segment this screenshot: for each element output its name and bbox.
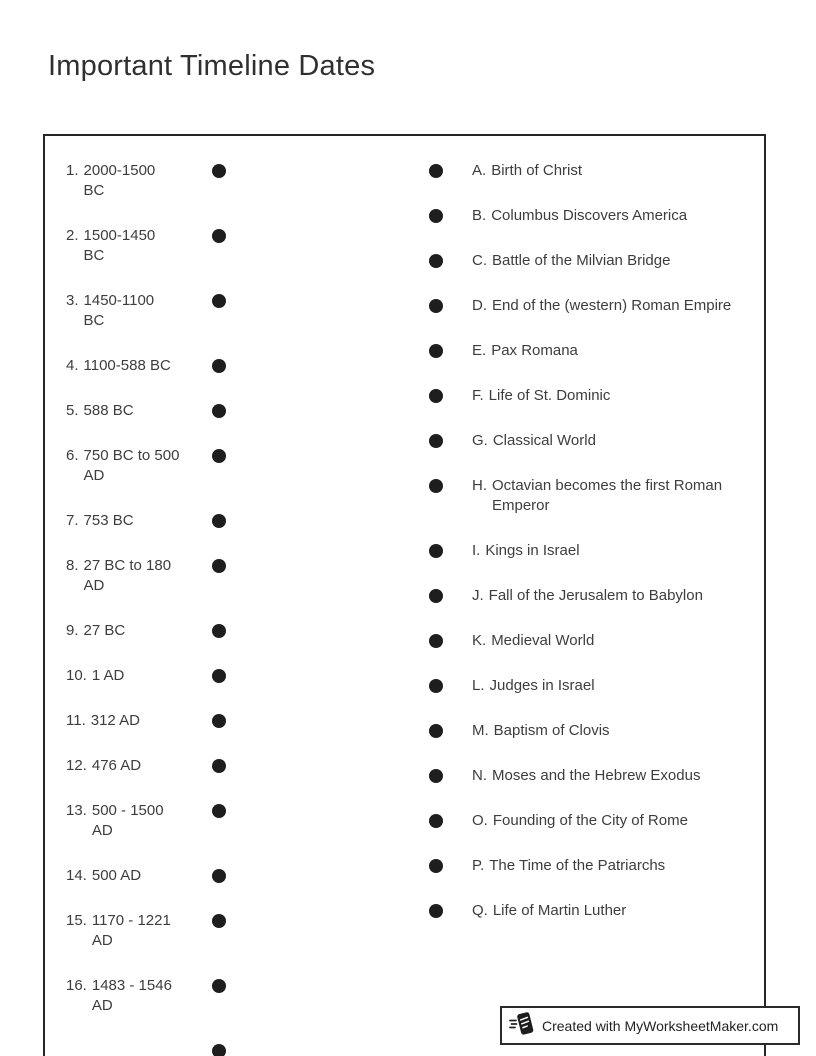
match-dot-right[interactable] <box>429 724 443 738</box>
match-row-left <box>66 446 226 486</box>
match-dot-left[interactable] <box>212 869 226 883</box>
page-title: Important Timeline Dates <box>48 50 376 82</box>
match-row-right <box>429 476 731 516</box>
match-dot-right[interactable] <box>429 299 443 313</box>
item-letter: E. <box>472 342 487 359</box>
label-line: 1 AD <box>91 667 125 684</box>
match-row-right <box>429 811 731 831</box>
label-line: 750 BC to 500 <box>83 447 180 464</box>
match-row-right <box>429 586 731 606</box>
event-label <box>472 901 626 921</box>
label-line: AD <box>91 997 113 1014</box>
item-number: 15. <box>66 912 87 929</box>
label-line: Kings in Israel <box>485 542 580 559</box>
match-row-left <box>66 666 226 686</box>
match-row-left <box>66 226 226 266</box>
match-row-left <box>66 401 226 421</box>
label-line: BC <box>83 247 105 264</box>
item-number: 3. <box>66 292 79 309</box>
match-dot-left[interactable] <box>212 514 226 528</box>
match-dot-right[interactable] <box>429 164 443 178</box>
label-line: Octavian becomes the first Roman <box>492 477 723 494</box>
event-label <box>472 341 578 361</box>
match-row-right <box>429 161 731 181</box>
label-line: Birth of Christ <box>491 162 583 179</box>
match-dot-left[interactable] <box>212 669 226 683</box>
event-label <box>472 631 594 651</box>
worksheetmaker-badge[interactable] <box>500 1006 800 1045</box>
item-number: 7. <box>66 512 79 529</box>
match-dot-right[interactable] <box>429 479 443 493</box>
item-letter: D. <box>472 297 487 314</box>
event-label <box>472 476 722 516</box>
item-letter: F. <box>472 387 484 404</box>
label-line: AD <box>83 467 105 484</box>
match-row-left <box>66 356 226 376</box>
label-line: 1100-588 BC <box>83 357 171 374</box>
label-line: Fall of the Jerusalem to Babylon <box>488 587 703 604</box>
item-letter: H. <box>472 477 487 494</box>
item-number: 8. <box>66 557 79 574</box>
label-line: Baptism of Clovis <box>493 722 610 739</box>
item-number: 9. <box>66 622 79 639</box>
match-row-right <box>429 251 731 271</box>
item-number: 2. <box>66 227 79 244</box>
label-line: Pax Romana <box>491 342 578 359</box>
event-label <box>472 676 595 696</box>
match-row-left <box>66 161 226 201</box>
label-line: Classical World <box>492 432 596 449</box>
item-number: 10. <box>66 667 87 684</box>
item-letter: K. <box>472 632 487 649</box>
date-label <box>66 911 212 951</box>
match-dot-left[interactable] <box>212 914 226 928</box>
label-line: BC <box>83 182 105 199</box>
label-line: End of the (western) Roman Empire <box>492 297 732 314</box>
match-row-right <box>429 296 731 316</box>
match-dot-right[interactable] <box>429 904 443 918</box>
match-row-left <box>66 556 226 596</box>
item-number: 14. <box>66 867 87 884</box>
event-label <box>472 766 700 786</box>
match-row-right <box>429 766 731 786</box>
label-line: AD <box>83 577 105 594</box>
label-line: Life of St. Dominic <box>488 387 611 404</box>
dates-column <box>66 161 226 1056</box>
date-label <box>66 291 212 331</box>
item-letter: N. <box>472 767 487 784</box>
match-dot-right[interactable] <box>429 859 443 873</box>
label-line: Emperor <box>492 497 550 514</box>
match-dot-right[interactable] <box>429 389 443 403</box>
label-line: 753 BC <box>83 512 134 529</box>
item-letter: P. <box>472 857 485 874</box>
match-dot-right[interactable] <box>429 434 443 448</box>
label-line: 1450-1100 <box>83 292 155 309</box>
event-label <box>472 721 610 741</box>
item-letter: G. <box>472 432 488 449</box>
event-label <box>472 541 580 561</box>
label-line: The Time of the Patriarchs <box>489 857 666 874</box>
date-label <box>66 356 212 376</box>
match-dot-left[interactable] <box>212 559 226 573</box>
match-dot-left[interactable] <box>212 164 226 178</box>
match-dot-right[interactable] <box>429 544 443 558</box>
match-row-right <box>429 721 731 741</box>
match-row-left <box>66 911 226 951</box>
match-dot-left[interactable] <box>212 1044 226 1056</box>
match-row-right <box>429 901 731 921</box>
date-label <box>66 711 212 731</box>
match-row-right <box>429 676 731 696</box>
match-dot-left[interactable] <box>212 979 226 993</box>
label-line: AD <box>91 822 113 839</box>
date-label <box>66 621 212 641</box>
item-number: 16. <box>66 977 87 994</box>
label-line: Life of Martin Luther <box>492 902 627 919</box>
event-label <box>472 431 596 451</box>
match-dot-right[interactable] <box>429 679 443 693</box>
match-dot-left[interactable] <box>212 759 226 773</box>
match-row-right <box>429 631 731 651</box>
match-dot-left[interactable] <box>212 404 226 418</box>
match-dot-right[interactable] <box>429 634 443 648</box>
label-line: 2000-1500 <box>83 162 156 179</box>
label-line: Judges in Israel <box>489 677 595 694</box>
item-number: 6. <box>66 447 79 464</box>
match-dot-left[interactable] <box>212 624 226 638</box>
label-line: 1500-1450 <box>83 227 156 244</box>
date-label <box>66 866 212 886</box>
label-line: Moses and the Hebrew Exodus <box>492 767 701 784</box>
match-dot-right[interactable] <box>429 344 443 358</box>
match-row-left <box>66 621 226 641</box>
match-dot-right[interactable] <box>429 769 443 783</box>
event-label <box>472 296 731 316</box>
item-letter: O. <box>472 812 488 829</box>
label-line: Columbus Discovers America <box>491 207 688 224</box>
label-line: 27 BC <box>83 622 126 639</box>
item-letter: I. <box>472 542 481 559</box>
label-line: 500 - 1500 <box>91 802 164 819</box>
label-line: AD <box>91 932 113 949</box>
match-row-left <box>66 756 226 776</box>
item-number: 11. <box>66 712 86 729</box>
myworksheetmaker-logo-icon <box>509 1010 535 1042</box>
date-label <box>66 446 212 486</box>
match-dot-left[interactable] <box>212 294 226 308</box>
label-line: 588 BC <box>83 402 134 419</box>
event-label <box>472 251 670 271</box>
item-letter: A. <box>472 162 487 179</box>
match-dot-left[interactable] <box>212 359 226 373</box>
item-number: 13. <box>66 802 87 819</box>
event-label <box>472 586 703 606</box>
match-dot-right[interactable] <box>429 589 443 603</box>
item-number: 5. <box>66 402 79 419</box>
match-row-left <box>66 291 226 331</box>
label-line: Battle of the Milvian Bridge <box>492 252 671 269</box>
label-line: 312 AD <box>90 712 140 729</box>
match-row-left <box>66 801 226 841</box>
match-row-left <box>66 866 226 886</box>
item-number: 12. <box>66 757 87 774</box>
label-line: 1170 - 1221 <box>91 912 171 929</box>
item-letter: J. <box>472 587 484 604</box>
label-line: Medieval World <box>491 632 595 649</box>
date-label <box>66 401 212 421</box>
event-label <box>472 856 665 876</box>
date-label <box>66 976 212 1016</box>
item-letter: B. <box>472 207 487 224</box>
item-letter: L. <box>472 677 485 694</box>
label-line: 27 BC to 180 <box>83 557 172 574</box>
match-dot-right[interactable] <box>429 814 443 828</box>
item-number: 1. <box>66 162 79 179</box>
match-row-right <box>429 541 731 561</box>
match-row-right <box>429 431 731 451</box>
date-label <box>66 666 212 686</box>
date-label <box>66 226 212 266</box>
match-dot-left[interactable] <box>212 714 226 728</box>
label-line: Founding of the City of Rome <box>492 812 688 829</box>
event-label <box>472 386 610 406</box>
match-dot-right[interactable] <box>429 209 443 223</box>
date-label <box>66 801 212 841</box>
match-dot-left[interactable] <box>212 804 226 818</box>
match-row-right <box>429 386 731 406</box>
match-row-left <box>66 1041 226 1056</box>
item-letter: M. <box>472 722 489 739</box>
match-row-right <box>429 206 731 226</box>
match-row-right <box>429 341 731 361</box>
event-label <box>472 206 687 226</box>
date-label <box>66 756 212 776</box>
label-line: 476 AD <box>91 757 142 774</box>
label-line: 1483 - 1546 <box>91 977 172 994</box>
match-row-left <box>66 711 226 731</box>
match-row-left <box>66 976 226 1016</box>
match-dot-right[interactable] <box>429 254 443 268</box>
label-line: 500 AD <box>91 867 142 884</box>
item-number: 4. <box>66 357 79 374</box>
match-row-right <box>429 856 731 876</box>
date-label <box>66 556 212 596</box>
event-label <box>472 161 582 181</box>
label-line: BC <box>83 312 105 329</box>
date-label <box>66 511 212 531</box>
match-dot-left[interactable] <box>212 229 226 243</box>
event-label <box>472 811 688 831</box>
match-dot-left[interactable] <box>212 449 226 463</box>
item-letter: C. <box>472 252 487 269</box>
date-label <box>66 161 212 201</box>
footer-credit-text: Created with MyWorksheetMaker.com <box>542 1017 779 1034</box>
match-row-left <box>66 511 226 531</box>
item-letter: Q. <box>472 902 488 919</box>
events-column <box>429 161 731 946</box>
